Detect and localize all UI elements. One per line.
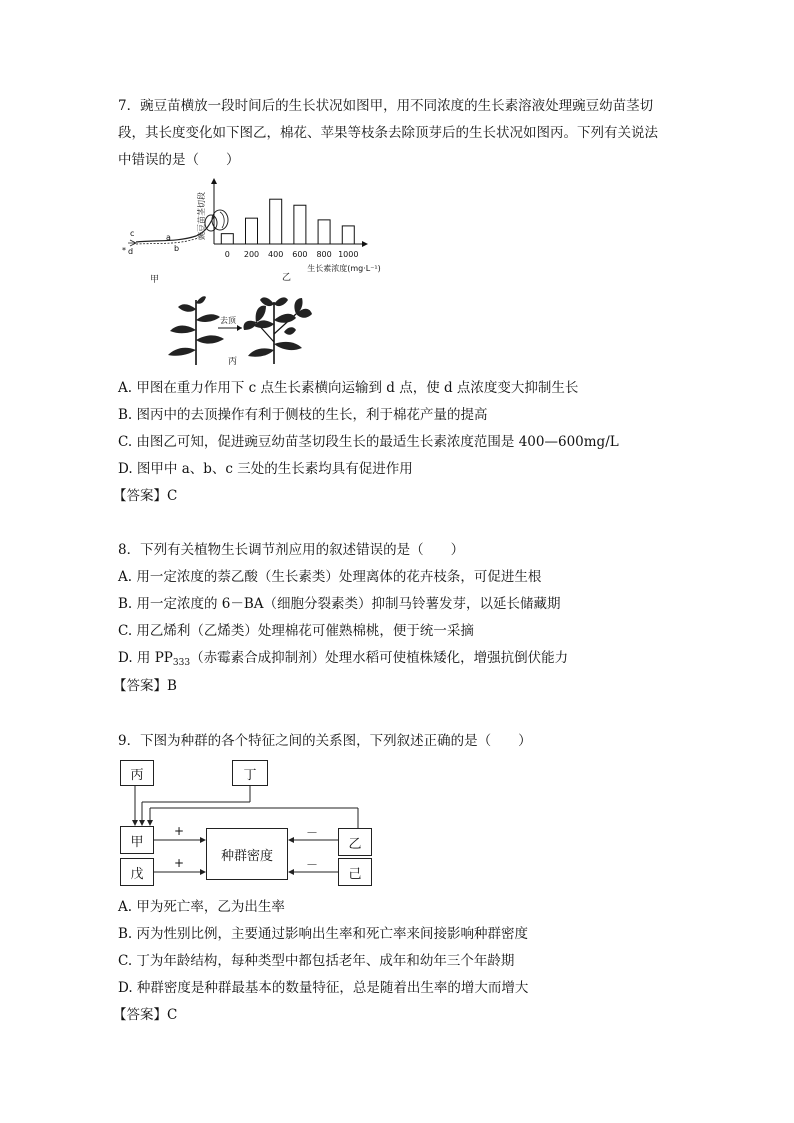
q9-option-a: A. 甲为死亡率，乙为出生率 xyxy=(118,899,285,915)
box-ding: 丁 xyxy=(232,760,268,786)
point-c-label: c xyxy=(130,229,135,238)
q7-stem-line-3: 中错误的是（ ） xyxy=(118,152,240,168)
q7-stem-line-1: 7．豌豆苗横放一段时间后的生长状况如图甲，用不同浓度的生长素溶液处理豌豆幼苗茎切 xyxy=(118,98,654,114)
answer-value: C xyxy=(167,1007,178,1023)
chart-bar-0 xyxy=(221,234,233,244)
plant-before-topping xyxy=(168,296,224,365)
box-bing: 丙 xyxy=(120,760,154,786)
chart-bar-200 xyxy=(246,218,258,244)
chart-tick-400: 400 xyxy=(268,250,284,259)
answer-label: 【答案】 xyxy=(113,1007,167,1023)
q7-figure-svg xyxy=(118,180,418,380)
label-jia: 甲 xyxy=(150,275,160,285)
chart-yi xyxy=(196,178,381,283)
chart-bar-600 xyxy=(294,205,306,244)
q9-answer xyxy=(113,1005,177,1025)
q8-stem: 8．下列有关植物生长调节剂应用的叙述错误的是（ ） xyxy=(118,542,465,558)
sign-minus-ji: － xyxy=(306,858,319,872)
q8-option-a: A. 用一定浓度的萘乙酸（生长素类）处理离体的花卉枝条，可促进生根 xyxy=(118,569,542,585)
chart-tick-0: 0 xyxy=(224,250,230,259)
q7-option-c: C. 由图乙可知，促进豌豆幼苗茎切段生长的最适生长素浓度范围是 400—600mg/L xyxy=(118,434,619,450)
chart-x-arrow xyxy=(362,241,368,247)
box-yi: 乙 xyxy=(338,828,372,856)
answer-label: 【答案】 xyxy=(113,488,167,504)
plant-after-topping xyxy=(244,297,313,364)
q7-answer xyxy=(113,486,177,506)
box-ji: 己 xyxy=(338,858,372,886)
q8-option-c: C. 用乙烯利（乙烯类）处理棉花可催熟棉桃，便于统一采摘 xyxy=(118,623,474,639)
q7-figure xyxy=(118,180,418,380)
asterisk-mark: * xyxy=(122,246,126,255)
q7-option-b: B. 图丙中的去顶操作有利于侧枝的生长，利于棉花产量的提高 xyxy=(118,407,488,423)
sign-plus-jia: + xyxy=(174,824,185,838)
chart-tick-200: 200 xyxy=(243,250,260,259)
answer-label: 【答案】 xyxy=(113,678,167,694)
q8-answer xyxy=(113,676,177,696)
arrow-label: 去顶 xyxy=(220,316,236,325)
topping-arrow xyxy=(218,315,242,331)
chart-xlabel: 生长素浓度(mg·L⁻¹) xyxy=(307,264,381,273)
chart-tick-1000: 1000 xyxy=(338,250,359,259)
q9-option-b: B. 丙为性别比例，主要通过影响出生率和死亡率来间接影响种群密度 xyxy=(118,926,529,942)
chart-bar-1000 xyxy=(342,226,354,244)
seedling-jia xyxy=(122,210,228,285)
q9-option-c: C. 丁为年龄结构，每种类型中都包括老年、成年和幼年三个年龄期 xyxy=(118,953,515,969)
q9-option-d: D. 种群密度是种群最基本的数量特征，总是随着出生率的增大而增大 xyxy=(118,980,529,996)
chart-y-arrow xyxy=(211,178,217,184)
q8-option-d-sub: 333 xyxy=(172,658,191,668)
q8-option-d xyxy=(118,648,568,673)
q7-option-d: D. 图甲中 a、b、c 三处的生长素均具有促进作用 xyxy=(118,461,413,477)
chart-tick-600: 600 xyxy=(292,250,308,259)
box-jia: 甲 xyxy=(120,826,154,854)
chart-ylabel: 豌豆苗茎切段 xyxy=(197,192,206,240)
box-wu: 戊 xyxy=(120,858,154,886)
q7-stem-line-2: 段，其长度变化如下图乙，棉花、苹果等枝条去除顶芽后的生长状况如图丙。下列有关说法 xyxy=(118,125,658,141)
label-yi: 乙 xyxy=(282,273,292,283)
sign-plus-wu: + xyxy=(174,856,185,870)
point-b-label: b xyxy=(174,244,180,253)
point-d-label: d xyxy=(128,247,134,256)
q7-option-a: A. 甲图在重力作用下 c 点生长素横向运输到 d 点，使 d 点浓度变大抑制生长 xyxy=(118,380,579,396)
q8-option-d-suffix: （赤霉素合成抑制剂）处理水稻可使植株矮化，增强抗倒伏能力 xyxy=(190,650,569,666)
answer-value: B xyxy=(167,678,177,694)
q9-figure xyxy=(120,758,380,890)
chart-bar-800 xyxy=(318,220,330,244)
box-population-density: 种群密度 xyxy=(206,828,288,880)
q8-option-b: B. 用一定浓度的 6－BA（细胞分裂素类）抑制马铃薯发芽，以延长储藏期 xyxy=(118,596,561,612)
chart-tick-800: 800 xyxy=(316,250,332,259)
point-a-label: a xyxy=(166,233,171,242)
answer-value: C xyxy=(167,488,178,504)
label-bing: 丙 xyxy=(228,357,238,367)
q8-option-d-prefix: D. 用 PP xyxy=(118,650,173,666)
sign-minus-yi: － xyxy=(306,826,319,840)
q9-stem: 9．下图为种群的各个特征之间的关系图，下列叙述正确的是（ ） xyxy=(118,733,532,749)
chart-bar-400 xyxy=(270,199,282,244)
